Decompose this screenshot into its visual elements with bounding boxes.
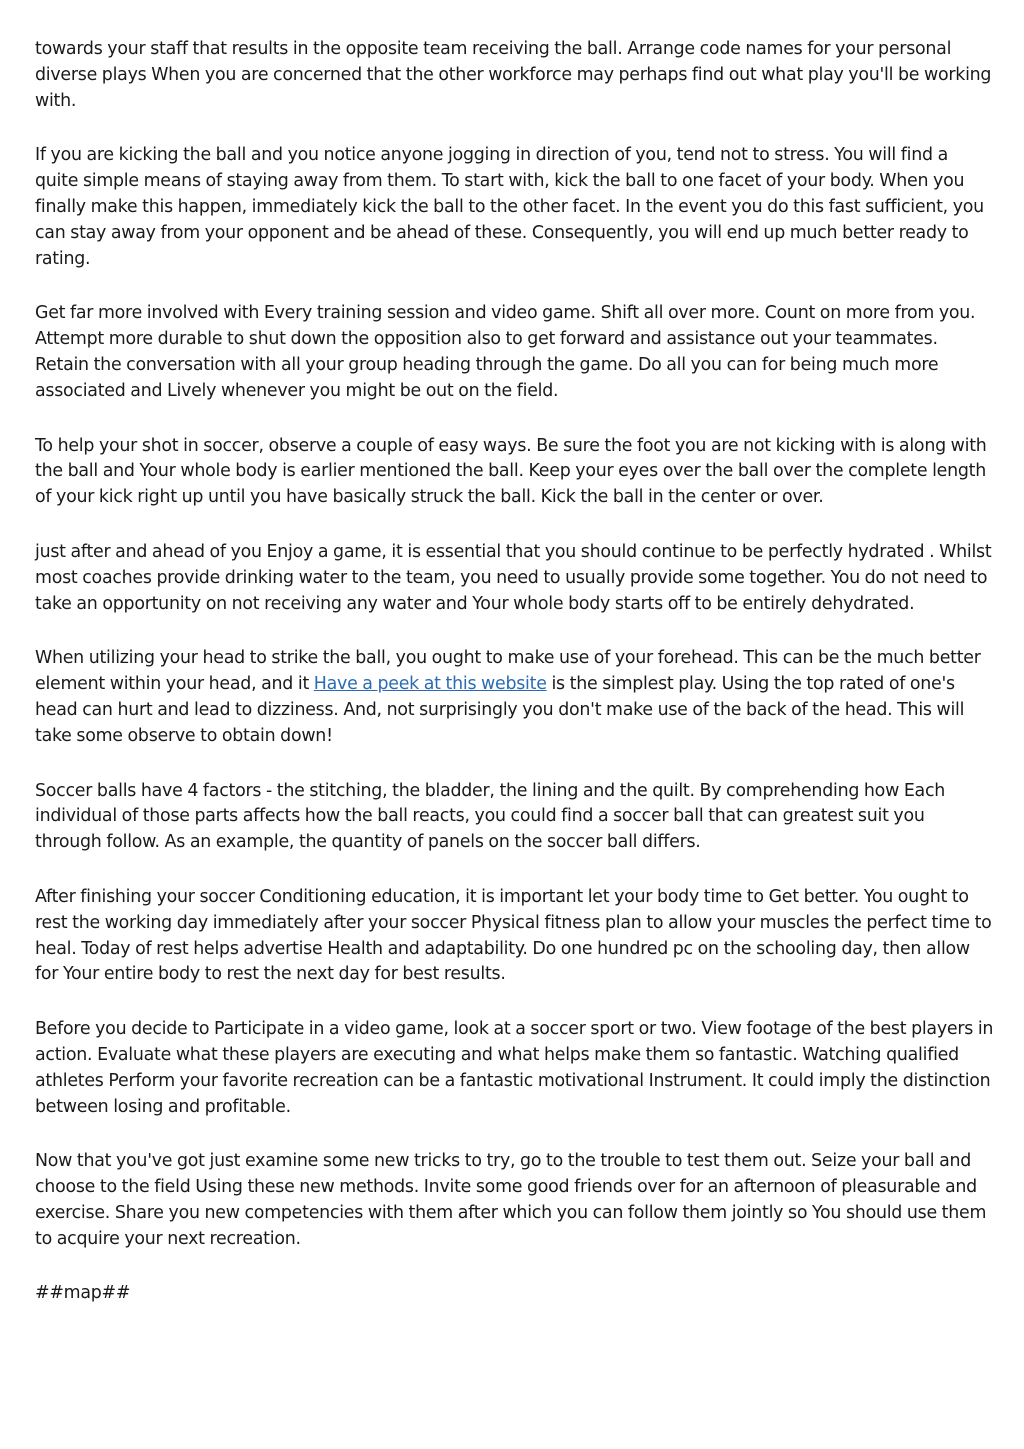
paragraph: towards your staff that results in the opposite team receiving the ball. Arrange code names for your personal diverse plays When you are concerned that the other workforce may perhaps find out what play you'll be working with. [35,39,992,111]
paragraph-with-link [35,646,995,749]
paragraph: Before you decide to Participate in a video game, look at a soccer sport or two. View footage of the best players in action. Evaluate what these players are executing and what helps make them so fantastic. Watching qualified athletes Perform your favorite recreation can be a fantastic motivational Instrument. It could imply the distinction between losing and profitable. [35,1019,994,1117]
paragraph: To help your shot in soccer, observe a couple of easy ways. Be sure the foot you are not kicking with is along with the ball and Your whole body is earlier mentioned the ball. Keep your eyes over the ball over the complete length of your kick right up until you have basically struck the ball. Kick the ball in the center or over. [35,435,987,508]
map-placeholder: ##map## [35,1283,131,1304]
paragraph: After finishing your soccer Conditioning education, it is important let your body time to Get better. You ought to rest the working day immediately after your soccer Physical fitness plan to allow your muscles the perfect time to heal. Today of rest helps advertise Health and adaptability. Do one hundred pc on the schooling day, then allow for Your entire body to rest the next day for best results. [35,886,992,985]
document-page [35,37,995,1336]
paragraph: If you are kicking the ball and you notice anyone jogging in direction of you, tend not to stress. You will find a quite simple means of staying away from them. To start with, kick the ball to one facet of your body. When you finally make this happen, immediately kick the ball to the other facet. In the event you do this fast sufficient, you can stay away from your opponent and be ahead of these. Consequently, you will end up much better ready to rating. [35,145,984,269]
paragraph-text-after-link: is the simplest play. Using the top rated of one's head can hurt and lead to dizziness. And, not surprisingly you don't make use of the back of the head. This will take some observe to obtain down! [35,674,965,746]
paragraph: Now that you've got just examine some new tricks to try, go to the trouble to test them out. Seize your ball and choose to the field Using these new methods. Invite some good friends over for an afternoon of pleasurable and exercise. Share you new competencies with them after which you can follow them jointly so You should use them to acquire your next recreation. [35,1151,987,1249]
paragraph: Get far more involved with Every training session and video game. Shift all over more. Count on more from you. Attempt more durable to shut down the opposition also to get forward and assistance out your teammates. Retain the conversation with all your group heading through the game. Do all you can for being much more associated and Lively whenever you might be out on the field. [35,303,976,401]
website-link[interactable]: Have a peek at this website [313,674,547,695]
paragraph: just after and ahead of you Enjoy a game, it is essential that you should continue to be perfectly hydrated . Whilst most coaches provide drinking water to the team, you need to usually provide some together. You do not need to take an opportunity on not receiving any water and Your whole body starts off to be entirely dehydrated. [35,541,992,614]
paragraph: Soccer balls have 4 factors - the stitching, the bladder, the lining and the quilt. By comprehending how Each individual of those parts affects how the ball reacts, you could find a soccer ball that can greatest suit you through follow. As an example, the quantity of panels on the soccer ball differs. [35,780,946,853]
paragraph-text-before-link: When utilizing your head to strike the ball, you ought to make use of your forehead. This can be the much better element within your head, and it [35,648,981,695]
